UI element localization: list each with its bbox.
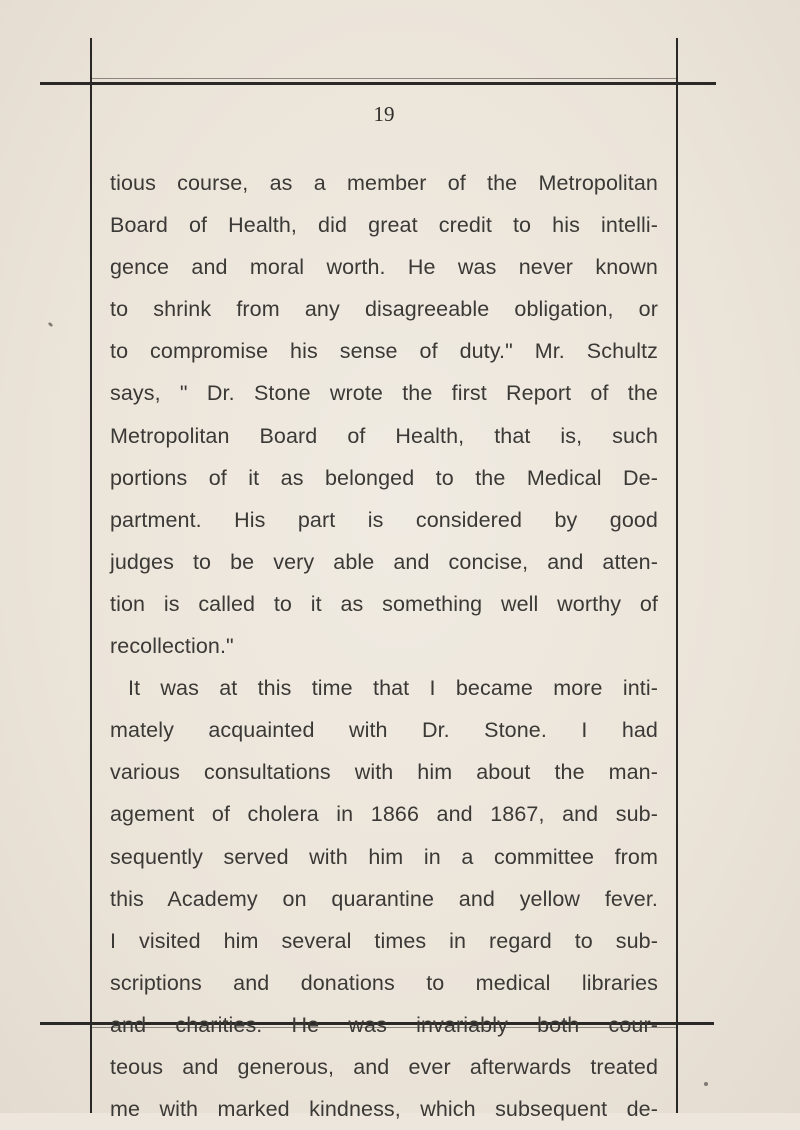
text-line: It was at this time that I became more inti- [128, 676, 658, 701]
text-line: portions of it as belonged to the Medical De- [110, 465, 658, 490]
text-line: mately acquainted with Dr. Stone. I had [110, 718, 658, 743]
body-text [110, 162, 658, 1130]
text-line: various consultations with him about the man- [110, 760, 658, 785]
paper-speck [704, 1082, 708, 1086]
text-line: recollection." [110, 634, 234, 659]
text-line: tious course, as a member of the Metropolitan [110, 171, 658, 195]
frame-top-rule-right-extension [678, 82, 716, 85]
text-line: scriptions and donations to medical libraries [110, 970, 658, 995]
frame-top-thin-rule [92, 78, 676, 79]
frame-bottom-rule-right-extension [678, 1022, 714, 1025]
text-line: and charities. He was invariably both cour- [110, 1012, 658, 1037]
text-line: Board of Health, did great credit to his intelli- [110, 213, 658, 238]
text-line: gence and moral worth. He was never known [110, 255, 658, 280]
page-number: 19 [373, 102, 395, 126]
text-line: partment. His part is considered by good [110, 507, 658, 532]
text-line: to shrink from any disagreeable obligation, or [110, 297, 658, 322]
text-line: tion is called to it as something well worthy of [110, 591, 658, 616]
frame-bottom-rule-left-extension [40, 1022, 90, 1025]
text-line: I visited him several times in regard to sub- [110, 928, 658, 953]
frame-top-rule [92, 82, 676, 85]
text-line: agement of cholera in 1866 and 1867, and sub- [110, 802, 658, 827]
text-line: to compromise his sense of duty." Mr. Schultz [110, 339, 658, 364]
text-line: this Academy on quarantine and yellow fever. [110, 886, 658, 911]
frame-right-rule [676, 38, 678, 1113]
text-line: Metropolitan Board of Health, that is, such [110, 423, 658, 448]
text-line: says, " Dr. Stone wrote the first Report of the [110, 381, 658, 406]
text-line: teous and generous, and ever afterwards treated [110, 1054, 658, 1079]
frame-top-rule-left-extension [40, 82, 90, 85]
text-line: me with marked kindness, which subsequent de- [110, 1097, 658, 1122]
text-line: judges to be very able and concise, and atten- [110, 549, 658, 574]
text-line: sequently served with him in a committee from [110, 844, 658, 869]
frame-left-rule [90, 38, 92, 1113]
